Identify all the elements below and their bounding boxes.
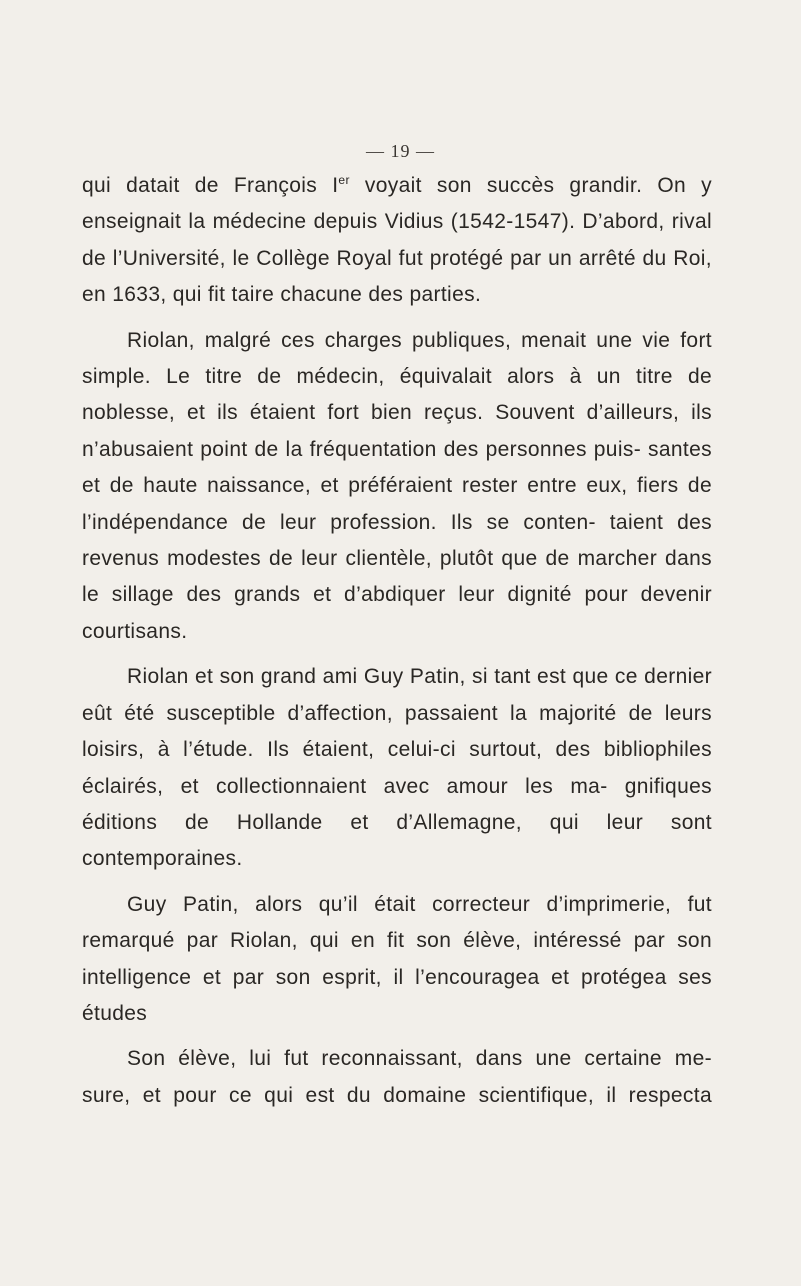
text-run: Guy Patin, alors qu’il était correcteur d’imprimerie, fut remarqué par Riolan, qui en fit son élève, intéressé par son intelligence et par son esprit, il l’encouragea et protégea ses études	[82, 892, 712, 1025]
paragraph	[82, 659, 712, 877]
paragraph	[82, 323, 712, 651]
text-run: Riolan, malgré ces charges publiques, menait une vie fort simple. Le titre de médecin, équivalait alors à un titre de noblesse, et ils étaient fort bien reçus. Souvent d’ailleurs, ils n’abusaient point de la fréquentation des personnes puis- santes et de haute naissance, et préféraient rester entre eux, fiers de l’indépendance de leur profession. Ils se conten- taient des revenus modestes de leur clientèle, plutôt que de marcher dans le sillage des grands et d’abdiquer leur dignité pour devenir courtisans.	[82, 328, 712, 643]
paragraph	[82, 1041, 712, 1114]
superscript: er	[338, 173, 350, 187]
text-run: qui datait de François I	[82, 174, 339, 197]
text-run: voyait son succès grandir. On y enseignait la médecine depuis Vidius (1542-1547). D’abord, rival de l’Université, le Collège Royal fut protégé par un arrêté du Roi, en 1633, qui fit taire chacune des parties.	[82, 174, 712, 307]
text-run: Riolan et son grand ami Guy Patin, si tant est que ce dernier eût été susceptible d’affection, passaient la majorité de leurs loisirs, à l’étude. Ils étaient, celui-ci surtout, des bibliophiles éclairés, et collectionnaient avec amour les ma- gnifiques éditions de Hollande et d’Allemagne, qui leur sont contemporaines.	[82, 665, 712, 871]
page-number: — 19 —	[366, 141, 435, 161]
paragraph	[82, 168, 712, 314]
text-run: Son élève, lui fut reconnaissant, dans une certaine me- sure, et pour ce qui est du domaine scientifique, il respecta	[82, 1047, 712, 1107]
body-text	[82, 168, 712, 1114]
paragraph	[82, 887, 712, 1033]
